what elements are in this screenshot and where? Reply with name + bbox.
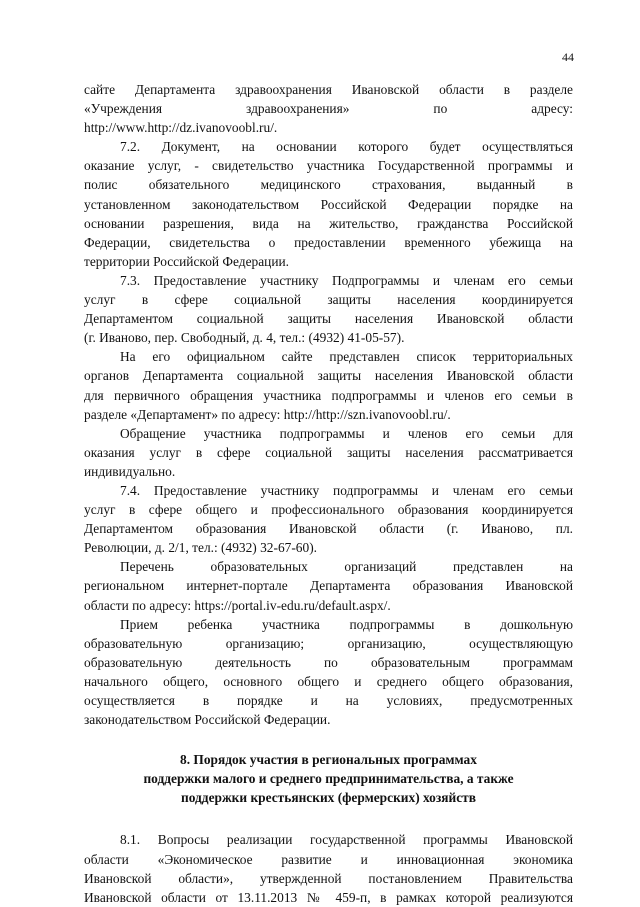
text-line: области по адресу: https://portal.iv-edu.ru/default.aspx/. [84,597,391,613]
text-line: начального общего, основного общего и среднего общего образования, [84,673,573,689]
paragraph-edu-portal [84,557,573,614]
text-line: Обращение участника подпрограммы и членов его семьи для [120,425,573,441]
text-line: территории Российской Федерации. [84,253,290,269]
text-line: индивидуально. [84,463,176,479]
text-line: Федерации, свидетельства о предоставлении временного убежища на [84,234,573,250]
text-line: На его официальном сайте представлен список территориальных [120,349,573,365]
heading-line: 8. Порядок участия в региональных программах [180,752,477,768]
text-line: для первичного обращения участника подпрограммы и членов его семьи в [84,387,573,403]
paragraph-child-admission [84,615,573,730]
text-line: Департаментом образования Ивановской области (г. Иваново, пл. [84,521,573,537]
text-line: услуг в сфере социальной защиты населения координируется [84,292,573,308]
page-number: 44 [562,50,574,64]
text-line: 8.1. Вопросы реализации государственной программы Ивановской [120,832,573,848]
text-line: «Учреждения здравоохранения» по адресу: [84,101,573,117]
paragraph-continuation [84,80,573,137]
heading-line: поддержки крестьянских (фермерских) хозяйств [181,790,476,806]
text-line: 7.4. Предоставление участнику подпрограммы и членам его семьи [120,482,573,498]
text-line: 7.3. Предоставление участнику Подпрограммы и членам его семьи [120,272,573,288]
text-line: разделе «Департамент» по адресу: http://http://szn.ivanovoobl.ru/. [84,406,451,422]
text-line: Перечень образовательных организаций представлен на [120,559,573,575]
text-line: законодательством Российской Федерации. [84,712,331,728]
text-line: Ивановской области от 13.11.2013 № 459-п, в рамках которой реализуются [84,889,573,905]
text-line: Ивановской области», утвержденной постановлением Правительства [84,870,573,886]
text-line: (г. Иваново, пер. Свободный, д. 4, тел.: (4932) 41-05-57). [84,330,405,346]
text-line: оказание услуг, - свидетельство участника Государственной программы и [84,158,573,174]
text-line: образовательную деятельность по образовательным программам [84,654,573,670]
text-line: региональном интернет-портале Департамента образования Ивановской [84,578,573,594]
text-line: услуг в сфере общего и профессионального образования координируется [84,502,573,518]
document-body [84,80,573,907]
paragraph-7-2 [84,137,573,271]
text-line: установленном законодательством Российской Федерации порядке на [84,196,573,212]
text-line: осуществляется в порядке и на условиях, предусмотренных [84,693,573,708]
text-line: образовательную организацию; организацию, осуществляющую [84,635,573,651]
paragraph-8-1 [84,830,573,906]
text-line: оказания услуг в сфере социальной защиты населения рассматривается [84,444,573,460]
paragraph-appeal [84,424,573,481]
text-line: области «Экономическое развитие и инновационная экономика [84,851,573,867]
text-line: Прием ребенка участника подпрограммы в дошкольную [120,616,573,632]
text-line: 7.2. Документ, на основании которого будет осуществляться [120,139,573,155]
text-line: сайте Департамента здравоохранения Ивановской области в разделе [84,82,573,97]
paragraph-7-4 [84,481,573,557]
text-line: Департаментом социальной защиты населения Ивановской области [84,311,573,327]
text-line: http://www.http://dz.ivanovoobl.ru/. [84,120,278,136]
text-line: полис обязательного медицинского страхования, выданный в [84,177,573,193]
section-heading [84,750,573,807]
paragraph-7-3 [84,271,573,347]
text-line: Революции, д. 2/1, тел.: (4932) 32-67-60). [84,540,317,556]
heading-line: поддержки малого и среднего предпринимательства, а также [143,771,514,787]
paragraph-szn-site [84,347,573,423]
text-line: органов Департамента социальной защиты населения Ивановской области [84,368,573,384]
text-line: основании разрешения, вида на жительство, гражданства Российской [84,215,573,231]
